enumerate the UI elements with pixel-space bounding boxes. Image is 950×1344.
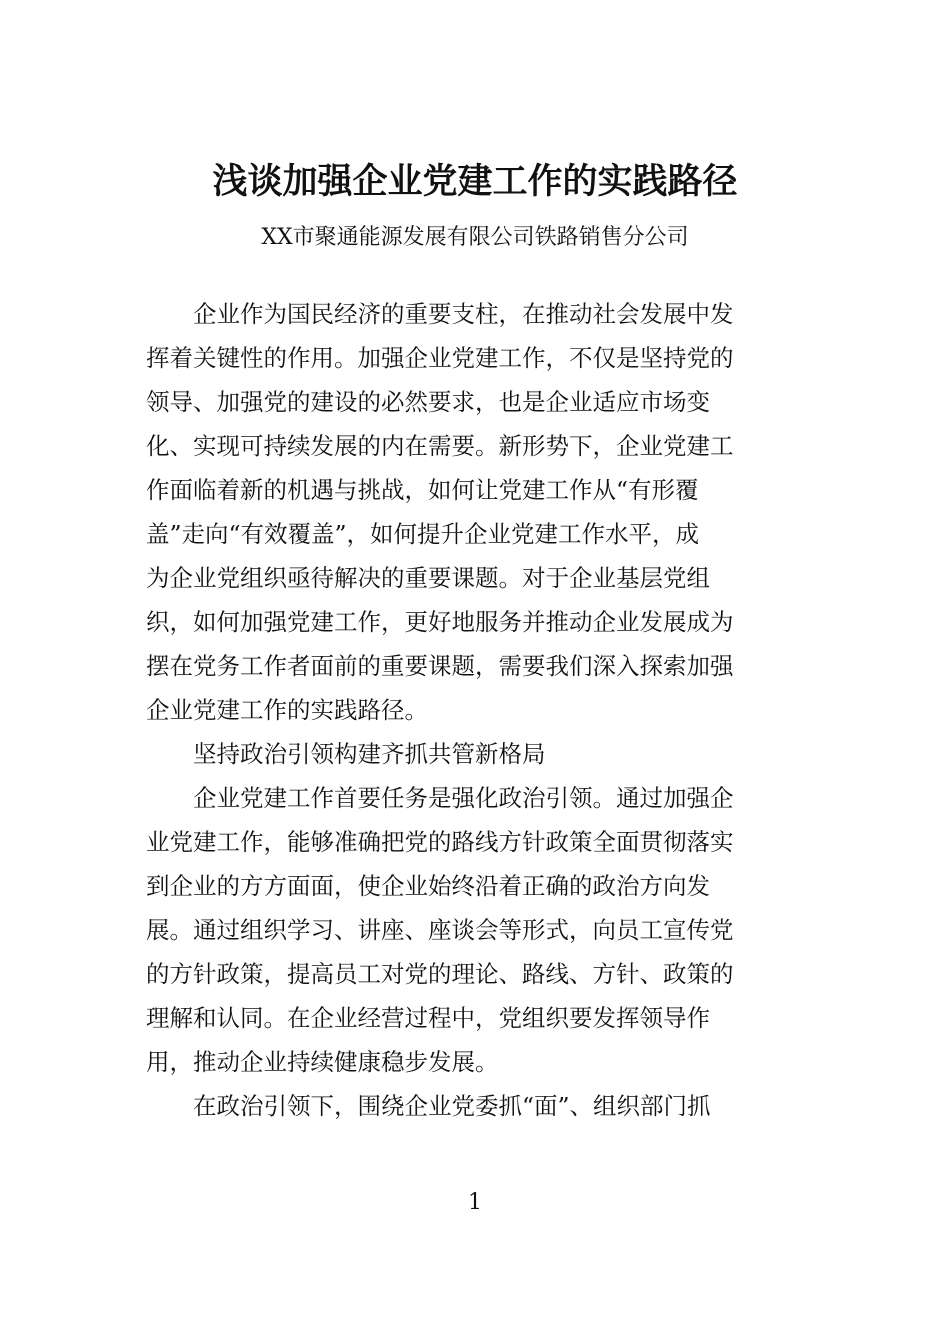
body-line: 用，推动企业持续健康稳步发展。	[146, 1048, 499, 1076]
body-line: 业党建工作，能够准确把党的路线方针政策全面贯彻落实	[146, 828, 734, 856]
body-line: 挥着关键性的作用。加强企业党建工作，不仅是坚持党的	[146, 344, 734, 372]
body-line: 作面临着新的机遇与挑战，如何让党建工作从“有形覆	[146, 476, 699, 504]
body-line: 为企业党组织亟待解决的重要课题。对于企业基层党组	[146, 564, 710, 592]
body-line: 摆在党务工作者面前的重要课题，需要我们深入探索加强	[146, 652, 734, 680]
body-line: 化、实现可持续发展的内在需要。新形势下，企业党建工	[146, 432, 734, 460]
body-line: 展。通过组织学习、讲座、座谈会等形式，向员工宣传党	[146, 916, 734, 944]
body-line: 企业作为国民经济的重要支柱，在推动社会发展中发	[146, 300, 734, 328]
document-subtitle: XX市聚通能源发展有限公司铁路销售分公司	[261, 225, 689, 250]
body-line: 领导、加强党的建设的必然要求，也是企业适应市场变	[146, 388, 710, 416]
body-line: 到企业的方方面面，使企业始终沿着正确的政治方向发	[146, 872, 710, 900]
body-line: 织，如何加强党建工作，更好地服务并推动企业发展成为	[146, 608, 734, 636]
body-line: 的方针政策，提高员工对党的理论、路线、方针、政策的	[146, 960, 734, 988]
body-line: 盖”走向“有效覆盖”，如何提升企业党建工作水平，成	[146, 520, 700, 548]
page-number: 1	[468, 1190, 482, 1215]
body-line: 企业党建工作的实践路径。	[146, 696, 428, 724]
body-line: 理解和认同。在企业经营过程中，党组织要发挥领导作	[146, 1004, 710, 1032]
document-title: 浅谈加强企业党建工作的实践路径	[212, 161, 738, 202]
body-line: 在政治引领下，围绕企业党委抓“面”、组织部门抓	[146, 1092, 711, 1120]
section-heading: 坚持政治引领构建齐抓共管新格局	[146, 740, 546, 768]
body-line: 企业党建工作首要任务是强化政治引领。通过加强企	[146, 784, 734, 812]
